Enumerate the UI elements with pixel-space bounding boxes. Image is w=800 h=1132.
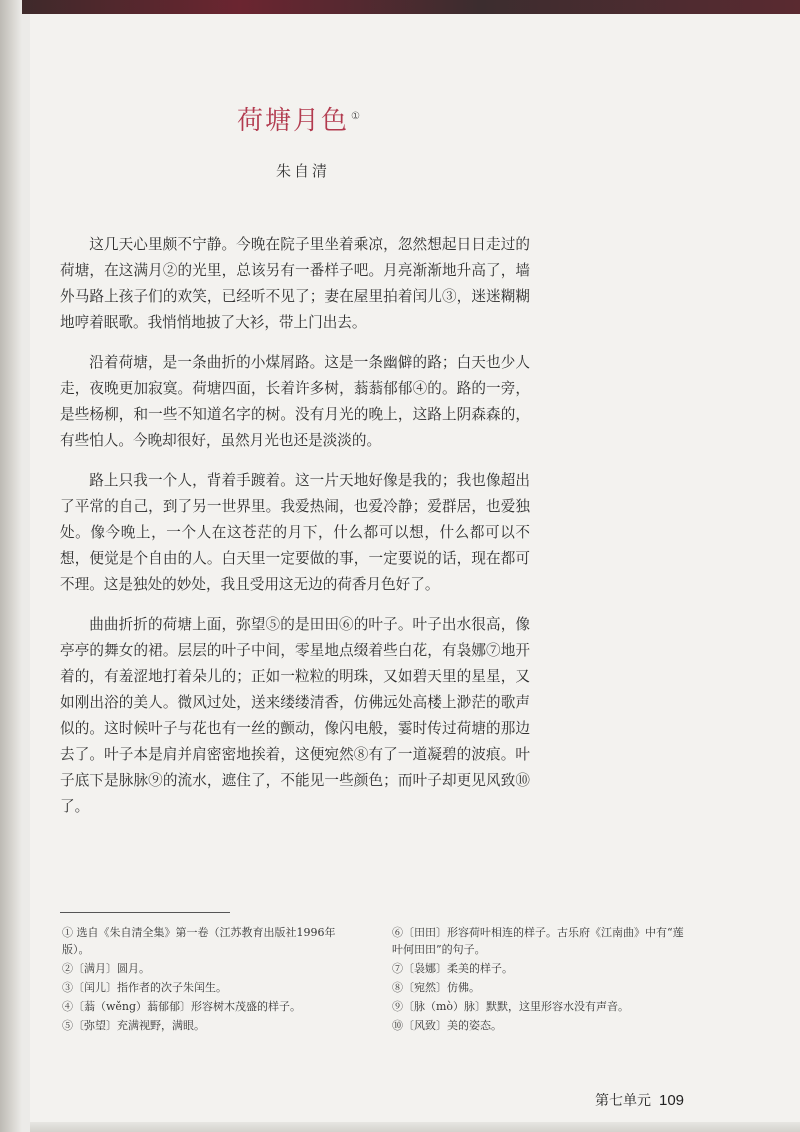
footnote-2: ②〔满月〕圆月。 (62, 962, 150, 975)
footnote-10: ⑩〔风致〕美的姿态。 (392, 1019, 502, 1032)
article-body (60, 232, 530, 834)
footnote-5: ⑤〔弥望〕充满视野，满眼。 (62, 1019, 205, 1032)
paragraph-1: 这几天心里颇不宁静。今晚在院子里坐着乘凉，忽然想起日日走过的荷塘，在这满月②的光里，总该另有一番样子吧。月亮渐渐地升高了，墙外马路上孩子们的欢笑，已经听不见了；妻在屋里拍着闰儿③，迷迷糊糊地哼着眠歌。我悄悄地披了大衫，带上门出去。 (60, 236, 530, 331)
paragraph-3: 路上只我一个人，背着手踱着。这一片天地好像是我的；我也像超出了平常的自己，到了另一世界里。我爱热闹，也爱冷静；爱群居，也爱独处。像今晚上，一个人在这苍茫的月下，什么都可以想，什么都可以不想，便觉是个自由的人。白天里一定要做的事，一定要说的话，现在都可不理。这是独处的妙处，我且受用这无边的荷香月色好了。 (60, 472, 530, 593)
footnotes-left-column (62, 924, 362, 1036)
footnotes-right-column (392, 924, 692, 1036)
footnote-9: ⑨〔脉（mò）脉〕默默，这里形容水没有声音。 (392, 1000, 630, 1013)
footnote-4: ④〔蓊（wěng）蓊郁郁〕形容树木茂盛的样子。 (62, 1000, 302, 1013)
paragraph-4: 曲曲折折的荷塘上面，弥望⑤的是田田⑥的叶子。叶子出水很高，像亭亭的舞女的裙。层层的叶子中间，零星地点缀着些白花，有袅娜⑦地开着的，有羞涩地打着朵儿的；正如一粒粒的明珠，又如碧天里的星星，又如刚出浴的美人。微风过处，送来缕缕清香，仿佛远处高楼上渺茫的歌声似的。这时候叶子与花也有一丝的颤动，像闪电般，霎时传过荷塘的那边去了。叶子本是肩并肩密密地挨着，这便宛然⑧有了一道凝碧的波痕。叶子底下是脉脉⑨的流水，遮住了，不能见一些颜色；而叶子却更见风致⑩了。 (60, 616, 530, 815)
footnote-divider (60, 912, 230, 913)
footnote-8: ⑧〔宛然〕仿佛。 (392, 981, 480, 994)
footnote-7: ⑦〔袅娜〕柔美的样子。 (392, 962, 513, 975)
page-footer (595, 1090, 684, 1110)
page-number: 109 (659, 1092, 685, 1109)
page-gutter (0, 0, 22, 1132)
footnote-1: ① 选自《朱自清全集》第一卷（江苏教育出版社1996年版）。 (62, 926, 336, 956)
footnote-6: ⑥〔田田〕形容荷叶相连的样子。古乐府《江南曲》中有“莲叶何田田”的句子。 (392, 926, 684, 956)
title-footnote-mark: ① (351, 111, 362, 123)
unit-label: 第七单元 (595, 1093, 651, 1109)
page-bottom-edge (30, 1122, 800, 1132)
article-title: 荷塘月色 ① (237, 106, 362, 136)
footnote-3: ③〔闰儿〕指作者的次子朱闰生。 (62, 981, 227, 994)
paragraph-2: 沿着荷塘，是一条曲折的小煤屑路。这是一条幽僻的路；白天也少人走，夜晚更加寂寞。荷塘四面，长着许多树，蓊蓊郁郁④的。路的一旁，是些杨柳，和一些不知道名字的树。没有月光的晚上，这路上阴森森的，有些怕人。今晚却很好，虽然月光也还是淡淡的。 (60, 354, 530, 449)
top-edge-strip (0, 0, 800, 14)
author-name: 朱自清 (276, 162, 331, 180)
